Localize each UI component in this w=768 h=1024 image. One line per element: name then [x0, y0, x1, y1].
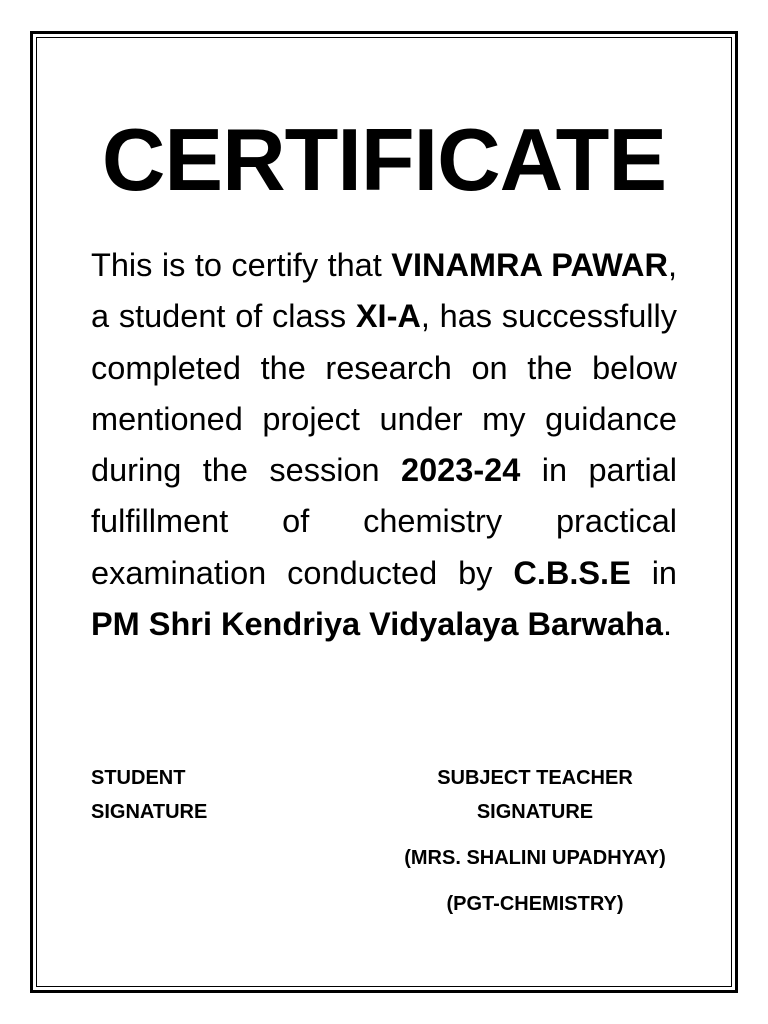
teacher-name: (MRS. SHALINI UPADHYAY)	[404, 847, 666, 869]
body-text-3: , has successfully completed the research on the below mentioned project under my guidance during the session	[91, 298, 677, 489]
teacher-signature-line1: SUBJECT TEACHER	[437, 767, 633, 789]
board-name: C.B.S.E	[513, 554, 631, 591]
certificate-title: CERTIFICATE	[101, 110, 667, 209]
body-text-5: in	[630, 554, 678, 591]
school-name: PM Shri Kendriya Vidyalaya Barwaha	[91, 606, 664, 643]
certificate-body	[91, 240, 677, 650]
student-signature-line1: STUDENT	[91, 767, 186, 789]
teacher-signature-line2: SIGNATURE	[476, 801, 594, 823]
body-text-2: , a student of class	[91, 247, 677, 335]
student-signature-line2: SIGNATURE	[91, 801, 208, 823]
body-text-1: This is to certify that	[91, 247, 392, 283]
student-class: XI-A	[355, 298, 421, 335]
teacher-designation: (PGT-CHEMISTRY)	[446, 893, 624, 915]
body-text-4: in partial fulfillment of chemistry practical examination conducted by	[91, 452, 677, 591]
student-name: VINAMRA PAWAR	[391, 247, 668, 283]
teacher-signature-block	[380, 761, 690, 921]
student-signature-label	[91, 761, 207, 829]
body-text-6: .	[663, 606, 673, 643]
session-year: 2023-24	[401, 452, 521, 489]
